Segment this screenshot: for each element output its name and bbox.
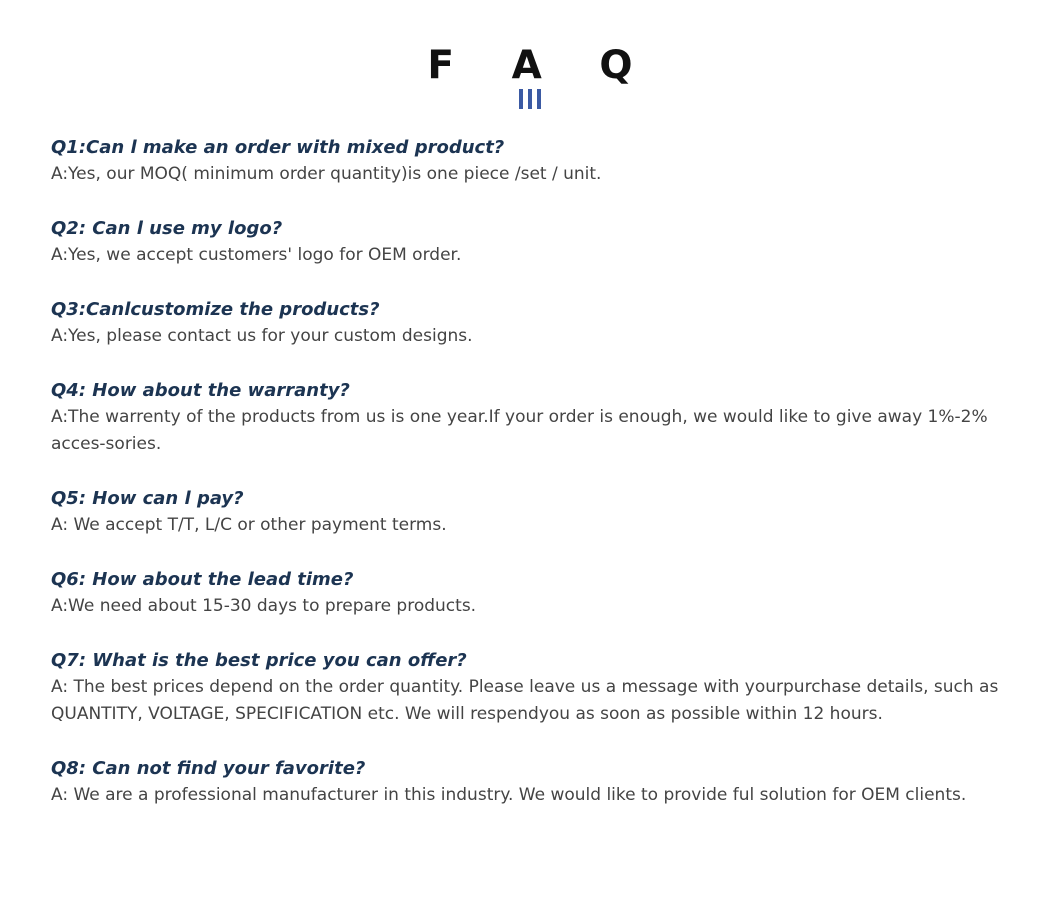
page-title: F A Q <box>427 43 655 88</box>
faq-header <box>0 44 1060 109</box>
faq-item-3 <box>51 296 1011 350</box>
faq-question: Q8: Can not find your favorite? <box>51 758 366 779</box>
faq-item-4 <box>51 377 1011 458</box>
faq-item-8 <box>51 755 1011 809</box>
faq-answer: A:Yes, our MOQ( minimum order quantity)is one piece /set / unit. <box>51 164 602 184</box>
faq-question: Q4: How about the warranty? <box>51 380 350 401</box>
faq-answer: A:We need about 15-30 days to prepare products. <box>51 596 477 616</box>
faq-item-5 <box>51 485 1011 539</box>
title-decoration-bars-icon <box>0 89 1060 109</box>
faq-answer: A:Yes, we accept customers' logo for OEM order. <box>51 245 462 265</box>
faq-answer: A: The best prices depend on the order quantity. Please leave us a message with yourpurchase details, such as QUANTITY, VOLTAGE, SPECIFICATION etc. We will respendyou as soon as possible within 12 hours. <box>51 677 999 724</box>
decoration-bar <box>537 89 541 109</box>
faq-answer: A:Yes, please contact us for your custom designs. <box>51 326 473 346</box>
decoration-bar <box>519 89 523 109</box>
faq-item-2 <box>51 215 1011 269</box>
faq-list <box>51 134 1011 836</box>
faq-question: Q3:Canlcustomize the products? <box>51 299 380 320</box>
faq-answer: A: We accept T/T, L/C or other payment terms. <box>51 515 447 535</box>
faq-question: Q1:Can l make an order with mixed product? <box>51 137 505 158</box>
faq-item-7 <box>51 647 1011 728</box>
faq-item-6 <box>51 566 1011 620</box>
faq-question: Q6: How about the lead time? <box>51 569 354 590</box>
decoration-bar <box>528 89 532 109</box>
faq-question: Q2: Can l use my logo? <box>51 218 283 239</box>
faq-answer: A: We are a professional manufacturer in this industry. We would like to provide ful solution for OEM clients. <box>51 785 967 805</box>
faq-question: Q7: What is the best price you can offer? <box>51 650 467 671</box>
faq-item-1 <box>51 134 1011 188</box>
faq-question: Q5: How can l pay? <box>51 488 244 509</box>
faq-answer: A:The warrenty of the products from us is one year.If your order is enough, we would like to give away 1%-2% acces-sories. <box>51 407 988 454</box>
